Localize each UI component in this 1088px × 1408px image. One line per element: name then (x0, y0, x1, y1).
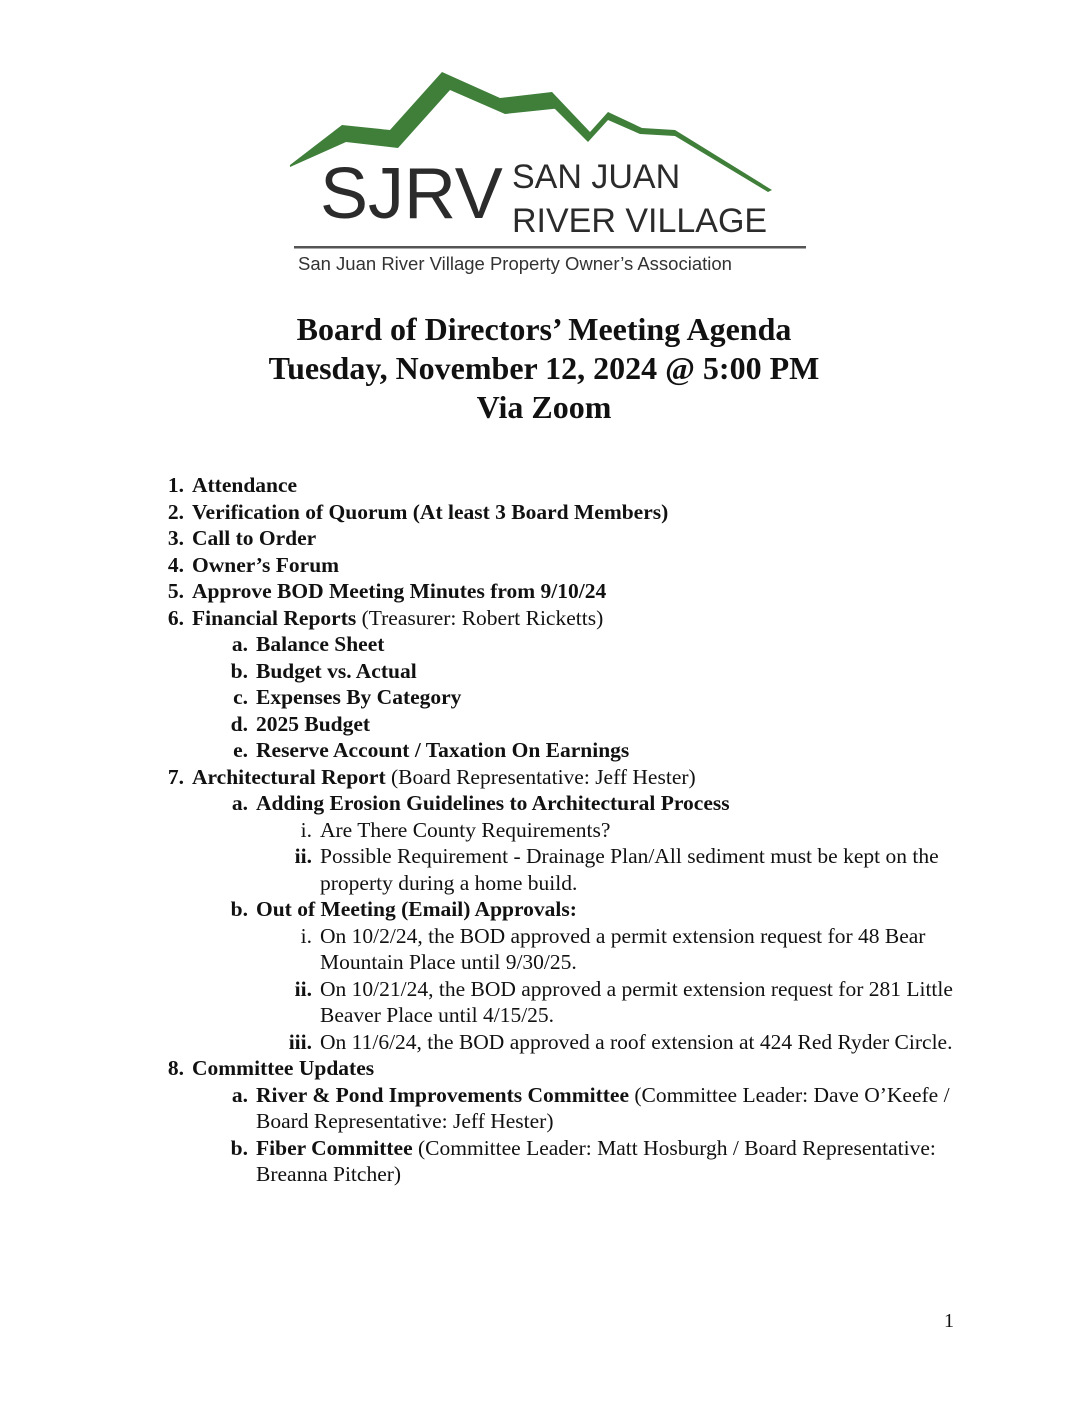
subitem-title: 2025 Budget (256, 711, 371, 736)
subsubitem-numeral: i. (300, 817, 312, 842)
subitem-letter: b. (230, 658, 248, 683)
subitem-letter: b. (230, 897, 248, 921)
subitem-text (256, 1082, 960, 1135)
agenda-item (160, 1055, 960, 1082)
item-title: Architectural Report (192, 764, 386, 789)
item-title: Owner’s Forum (192, 552, 340, 577)
item-number: 3. (167, 526, 184, 550)
logo-divider (294, 246, 806, 249)
meeting-datetime: Tuesday, November 12, 2024 @ 5:00 PM (268, 350, 820, 386)
subitem-title: Fiber Committee (256, 1135, 413, 1160)
item-number: 6. (167, 605, 184, 630)
meeting-title: Board of Directors’ Meeting Agenda (296, 311, 792, 347)
subitem-letter: e. (233, 738, 248, 762)
item-text (192, 605, 960, 632)
agenda-subitem (160, 711, 960, 738)
subitem-title: Reserve Account / Taxation On Earnings (256, 738, 630, 762)
logo-name-line2: RIVER VILLAGE (512, 202, 768, 240)
item-title: Committee Updates (192, 1056, 375, 1080)
subsubitem-numeral: iii. (288, 1029, 312, 1054)
item-title: Attendance (192, 473, 298, 497)
subsubitem-text: On 10/2/24, the BOD approved a permit extension request for 48 Bear Mountain Place until 9/30/25. (320, 923, 926, 974)
agenda-subsubitem (160, 976, 960, 1029)
sjrv-logo (290, 70, 810, 280)
subsubitem-text: On 11/6/24, the BOD approved a roof extension at 424 Red Ryder Circle. (320, 1029, 953, 1054)
agenda-subsubitem (160, 817, 960, 844)
subitem-detail: (Committee Leader: Dave O’Keefe / Board Representative: Jeff Hester) (256, 1082, 950, 1133)
subitem-title: Budget vs. Actual (256, 658, 417, 683)
subitem-title: Balance Sheet (256, 632, 385, 656)
agenda-subitem (160, 658, 960, 685)
meeting-location: Via Zoom (476, 389, 612, 425)
item-text (192, 764, 960, 791)
agenda-item (160, 764, 960, 791)
subitem-title: Expenses By Category (256, 685, 462, 709)
agenda-title-block (0, 310, 1088, 427)
mountain-range-icon (290, 72, 562, 167)
subsubitem-numeral: ii. (294, 976, 312, 1001)
subsubitem-text: Are There County Requirements? (320, 817, 611, 842)
subitem-title: Adding Erosion Guidelines to Architectural Process (256, 791, 730, 815)
subsubitem-text: Possible Requirement - Drainage Plan/All sediment must be kept on the property during a home build. (320, 844, 939, 895)
agenda-item (160, 552, 960, 579)
subitem-title: Out of Meeting (Email) Approvals: (256, 897, 577, 921)
logo-subtitle: San Juan River Village Property Owner’s Association (298, 253, 732, 274)
agenda-item (160, 525, 960, 552)
agenda-item (160, 578, 960, 605)
item-title: Financial Reports (192, 605, 357, 630)
agenda-subitem (160, 1135, 960, 1188)
agenda-subitem (160, 790, 960, 817)
agenda-subsubitem (160, 843, 960, 896)
agenda-item (160, 605, 960, 632)
subsubitem-numeral: ii. (294, 844, 312, 868)
subitem-title: River & Pond Improvements Committee (256, 1082, 629, 1107)
subitem-letter: c. (233, 685, 248, 709)
item-number: 1. (167, 473, 184, 497)
item-number: 8. (167, 1056, 184, 1080)
page-number: 1 (944, 1310, 954, 1332)
item-number: 4. (167, 552, 184, 577)
subitem-text (256, 1135, 960, 1188)
subitem-letter: b. (230, 1135, 248, 1160)
agenda-subitem (160, 1082, 960, 1135)
agenda-item (160, 499, 960, 526)
agenda-subitem (160, 737, 960, 764)
agenda-subsubitem (160, 1029, 960, 1056)
agenda-item (160, 472, 960, 499)
subitem-detail: (Committee Leader: Matt Hosburgh / Board Representative: Breanna Pitcher) (256, 1135, 936, 1186)
subitem-letter: a. (231, 632, 248, 656)
subsubitem-text: On 10/21/24, the BOD approved a permit extension request for 281 Little Beaver Place until 4/15/25. (320, 976, 953, 1027)
agenda-subitem (160, 631, 960, 658)
logo-monogram: SJRV (320, 154, 503, 234)
subitem-letter: d. (230, 711, 248, 736)
item-title: Approve BOD Meeting Minutes from 9/10/24 (192, 579, 607, 603)
agenda-list (160, 472, 960, 1188)
item-title: Call to Order (192, 526, 317, 550)
item-number: 2. (167, 499, 184, 524)
item-number: 7. (167, 764, 184, 789)
subitem-letter: a. (231, 791, 248, 815)
agenda-subsubitem (160, 923, 960, 976)
item-detail: (Board Representative: Jeff Hester) (385, 764, 696, 789)
logo-name-line1: SAN JUAN (512, 158, 681, 196)
item-number: 5. (167, 579, 184, 603)
item-detail: (Treasurer: Robert Ricketts) (356, 605, 604, 630)
agenda-subitem (160, 684, 960, 711)
agenda-subitem (160, 896, 960, 923)
subitem-letter: a. (231, 1082, 248, 1107)
item-title: Verification of Quorum (At least 3 Board Members) (192, 499, 669, 524)
subsubitem-numeral: i. (300, 923, 312, 948)
